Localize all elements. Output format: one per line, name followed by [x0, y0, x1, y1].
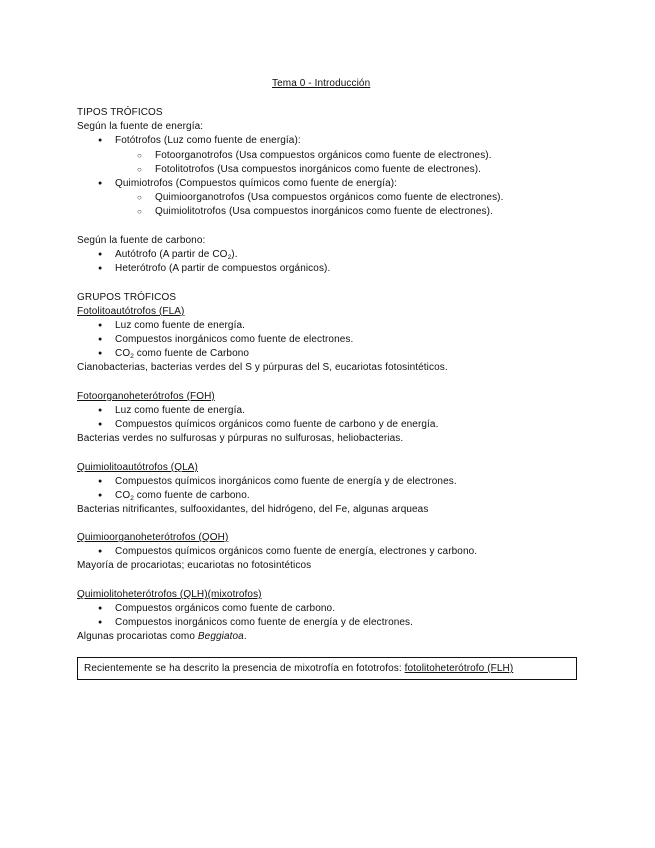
subitem-fotolitotrofos: ○ Fotolitotrofos (Usa compuestos inorgánicos como fuente de electrones). [155, 163, 481, 176]
bullet-heterotrofo: ● Heterótrofo (A partir de compuestos orgánicos). [115, 262, 330, 275]
beggiatoa-italic: Beggiatoa [197, 631, 244, 642]
qlh-bullet-1: ● Compuestos orgánicos como fuente de carbono. [115, 602, 335, 615]
fla-bullet-2: ● Compuestos inorgánicos como fuente de electrones. [115, 333, 353, 346]
document-title: Tema 0 - Introducción [272, 78, 371, 89]
foh-title: Fotoorganoheterótrofos (FOH) [77, 391, 215, 402]
subitem-quimiolitotrofos: ○ Quimiolitotrofos (Usa compuestos inorgánicos como fuente de electrones). [155, 205, 493, 218]
fla-co2-subscript: 2 [130, 353, 134, 360]
foh-bullet-1: ● Luz como fuente de energía. [115, 404, 245, 417]
grupos-heading: GRUPOS TRÓFICOS [77, 292, 177, 303]
mixotrofia-note [84, 662, 513, 675]
qla-title: Quimiolitoautótrofos (QLA) [77, 462, 198, 473]
qla-co2-text: CO [115, 490, 131, 501]
bullet-fototrofos: ● Fotótrofos (Luz como fuente de energía): [115, 134, 301, 147]
qla-bullet-2 [115, 489, 250, 502]
qla-co2-subscript: 2 [130, 495, 134, 502]
mixotrofia-note-text: Recientemente se ha descrito la presencia de mixotrofía en fototrofos: [84, 663, 405, 674]
autotrofo-text-end: ). [231, 249, 238, 260]
bullet-quimiotrofos: ● Quimiotrofos (Compuestos químicos como fuente de energía): [115, 177, 397, 190]
fla-bullet-3 [115, 347, 249, 360]
qlh-examples-end: . [243, 631, 247, 642]
subitem-quimioorganotrofos: ○ Quimioorganotrofos (Usa compuestos orgánicos como fuente de electrones). [155, 191, 503, 204]
qoh-bullet-1: ● Compuestos químicos orgánicos como fuente de energía, electrones y carbono. [115, 545, 477, 558]
carbono-intro: Según la fuente de carbono: [77, 235, 206, 246]
fla-co2-text: CO [115, 348, 131, 359]
energia-intro: Según la fuente de energía: [77, 121, 204, 132]
foh-examples: Bacterias verdes no sulfurosas y púrpuras no sulfurosas, heliobacterias. [77, 433, 404, 444]
subitem-fotoorganotrofos: ○ Fotoorganotrofos (Usa compuestos orgánicos como fuente de electrones). [155, 149, 492, 162]
fla-title: Fotolitoautótrofos (FLA) [77, 306, 185, 317]
bullet-autotrofo [115, 248, 238, 261]
qla-examples: Bacterias nitrificantes, sulfooxidantes, del hidrógeno, del Fe, algunas arqueas [77, 504, 429, 515]
qla-co2-text-end: como fuente de carbono. [133, 490, 250, 501]
fla-examples: Cianobacterias, bacterias verdes del S y púrpuras del S, eucariotas fotosintéticos. [77, 362, 448, 373]
qlh-title: Quimiolitoheterótrofos (QLH)(mixotrofos) [77, 589, 262, 600]
fla-bullet-1: ● Luz como fuente de energía. [115, 319, 245, 332]
flh-underlined-term: fotolitoheterótrofo (FLH) [404, 663, 514, 674]
fla-co2-text-end: como fuente de Carbono [133, 348, 250, 359]
autotrofo-text: Autótrofo (A partir de CO [115, 249, 228, 260]
mixotrofia-note-box [77, 657, 577, 680]
autotrofo-subscript: 2 [227, 254, 232, 261]
qlh-examples [77, 630, 247, 643]
qlh-bullet-2: ● Compuestos inorgánicos como fuente de energía y de electrones. [115, 616, 413, 629]
foh-bullet-2: ● Compuestos químicos orgánicos como fuente de carbono y de energía. [115, 418, 438, 431]
qoh-examples: Mayoría de procariotas; eucariotas no fotosintéticos [77, 560, 312, 571]
qla-bullet-1: ● Compuestos químicos inorgánicos como fuente de energía y de electrones. [115, 475, 457, 488]
qoh-title: Quimioorganoheterótrofos (QOH) [77, 532, 229, 543]
tipos-heading: TIPOS TRÓFICOS [77, 107, 163, 118]
qlh-examples-text: Algunas procariotas como [77, 631, 198, 642]
